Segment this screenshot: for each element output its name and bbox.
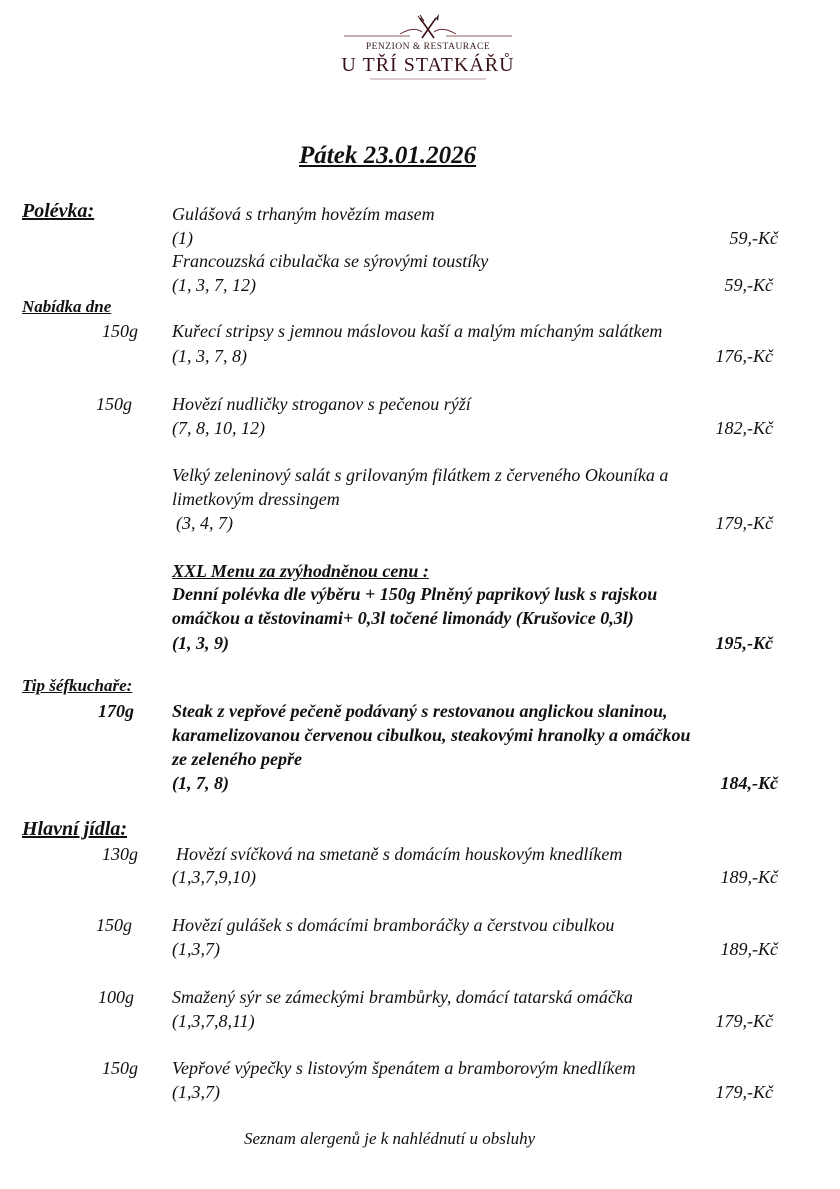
main-1-allergens: (1,3,7,9,10): [172, 867, 256, 887]
logo-underline: [330, 76, 526, 84]
main-2-allergens: (1,3,7): [172, 939, 220, 959]
main-4-price: 179,-Kč: [715, 1082, 773, 1102]
daily-1-price: 176,-Kč: [715, 346, 773, 366]
restaurant-logo: [330, 12, 526, 82]
main-1-weight: 130g: [102, 844, 138, 864]
xxl-allergens: (1, 3, 9): [172, 633, 229, 653]
section-main: Hlavní jídla:: [22, 818, 127, 840]
daily-2-allergens: (7, 8, 10, 12): [172, 418, 265, 438]
daily-1-allergens: (1, 3, 7, 8): [172, 346, 247, 366]
soup-2-allergens: (1, 3, 7, 12): [172, 275, 256, 295]
soup-2-price: 59,-Kč: [724, 275, 773, 295]
daily-3-price: 179,-Kč: [715, 513, 773, 533]
section-daily: Nabídka dne: [22, 297, 112, 316]
main-2-weight: 150g: [96, 915, 132, 935]
main-3-price: 179,-Kč: [715, 1011, 773, 1031]
soup-1-price: 59,-Kč: [729, 228, 778, 248]
daily-1-name: Kuřecí stripsy s jemnou máslovou kaší a malým míchaným salátkem: [172, 321, 663, 341]
allergen-note: Seznam alergenů je k nahlédnutí u obsluhy: [244, 1129, 536, 1148]
main-2-name: Hovězí gulášek s domácími bramboráčky a čerstvou cibulkou: [172, 915, 615, 935]
daily-3-name-line2: limetkovým dressingem: [172, 489, 340, 509]
chef-price: 184,-Kč: [720, 773, 778, 793]
chef-line3: ze zeleného pepře: [172, 749, 302, 769]
main-3-allergens: (1,3,7,8,11): [172, 1011, 255, 1031]
chef-line2: karamelizovanou červenou cibulkou, steakovými hranolky a omáčkou: [172, 725, 691, 745]
daily-2-weight: 150g: [96, 394, 132, 414]
chef-line1: Steak z vepřové pečeně podávaný s restovanou anglickou slaninou,: [172, 701, 668, 721]
logo-name: U TŘÍ STATKÁŘŮ: [341, 54, 515, 76]
chef-allergens: (1, 7, 8): [172, 773, 229, 793]
main-1-price: 189,-Kč: [720, 867, 778, 887]
soup-2-name: Francouzská cibulačka se sýrovými toustíky: [172, 251, 489, 271]
soup-1-name: Gulášová s trhaným hovězím masem: [172, 204, 435, 224]
soup-1-allergens: (1): [172, 228, 193, 248]
daily-3-name-line1: Velký zeleninový salát s grilovaným filátkem z červeného Okouníka a: [172, 465, 669, 485]
main-4-weight: 150g: [102, 1058, 138, 1078]
xxl-price: 195,-Kč: [715, 633, 773, 653]
xxl-line2: omáčkou a těstovinami+ 0,3l točené limonády (Krušovice 0,3l): [172, 608, 634, 628]
cutlery-icon: [330, 12, 526, 42]
daily-2-price: 182,-Kč: [715, 418, 773, 438]
main-4-allergens: (1,3,7): [172, 1082, 220, 1102]
logo-subtitle: PENZION & RESTAURACE: [365, 42, 491, 52]
page-title: Pátek 23.01.2026: [299, 142, 477, 169]
xxl-heading: XXL Menu za zvýhodněnou cenu :: [172, 561, 429, 581]
section-soup: Polévka:: [22, 200, 95, 222]
main-3-weight: 100g: [98, 987, 134, 1007]
main-2-price: 189,-Kč: [720, 939, 778, 959]
main-3-name: Smažený sýr se zámeckými brambůrky, domácí tatarská omáčka: [172, 987, 633, 1007]
main-1-name: Hovězí svíčková na smetaně s domácím houskovým knedlíkem: [176, 844, 623, 864]
xxl-line1: Denní polévka dle výběru + 150g Plněný paprikový lusk s rajskou: [172, 584, 658, 604]
daily-2-name: Hovězí nudličky stroganov s pečenou rýží: [172, 394, 471, 414]
chef-weight: 170g: [98, 701, 134, 721]
daily-1-weight: 150g: [102, 321, 138, 341]
daily-3-allergens: (3, 4, 7): [176, 513, 233, 533]
main-4-name: Vepřové výpečky s listovým špenátem a bramborovým knedlíkem: [172, 1058, 636, 1078]
section-chef: Tip šéfkuchaře:: [22, 676, 133, 695]
